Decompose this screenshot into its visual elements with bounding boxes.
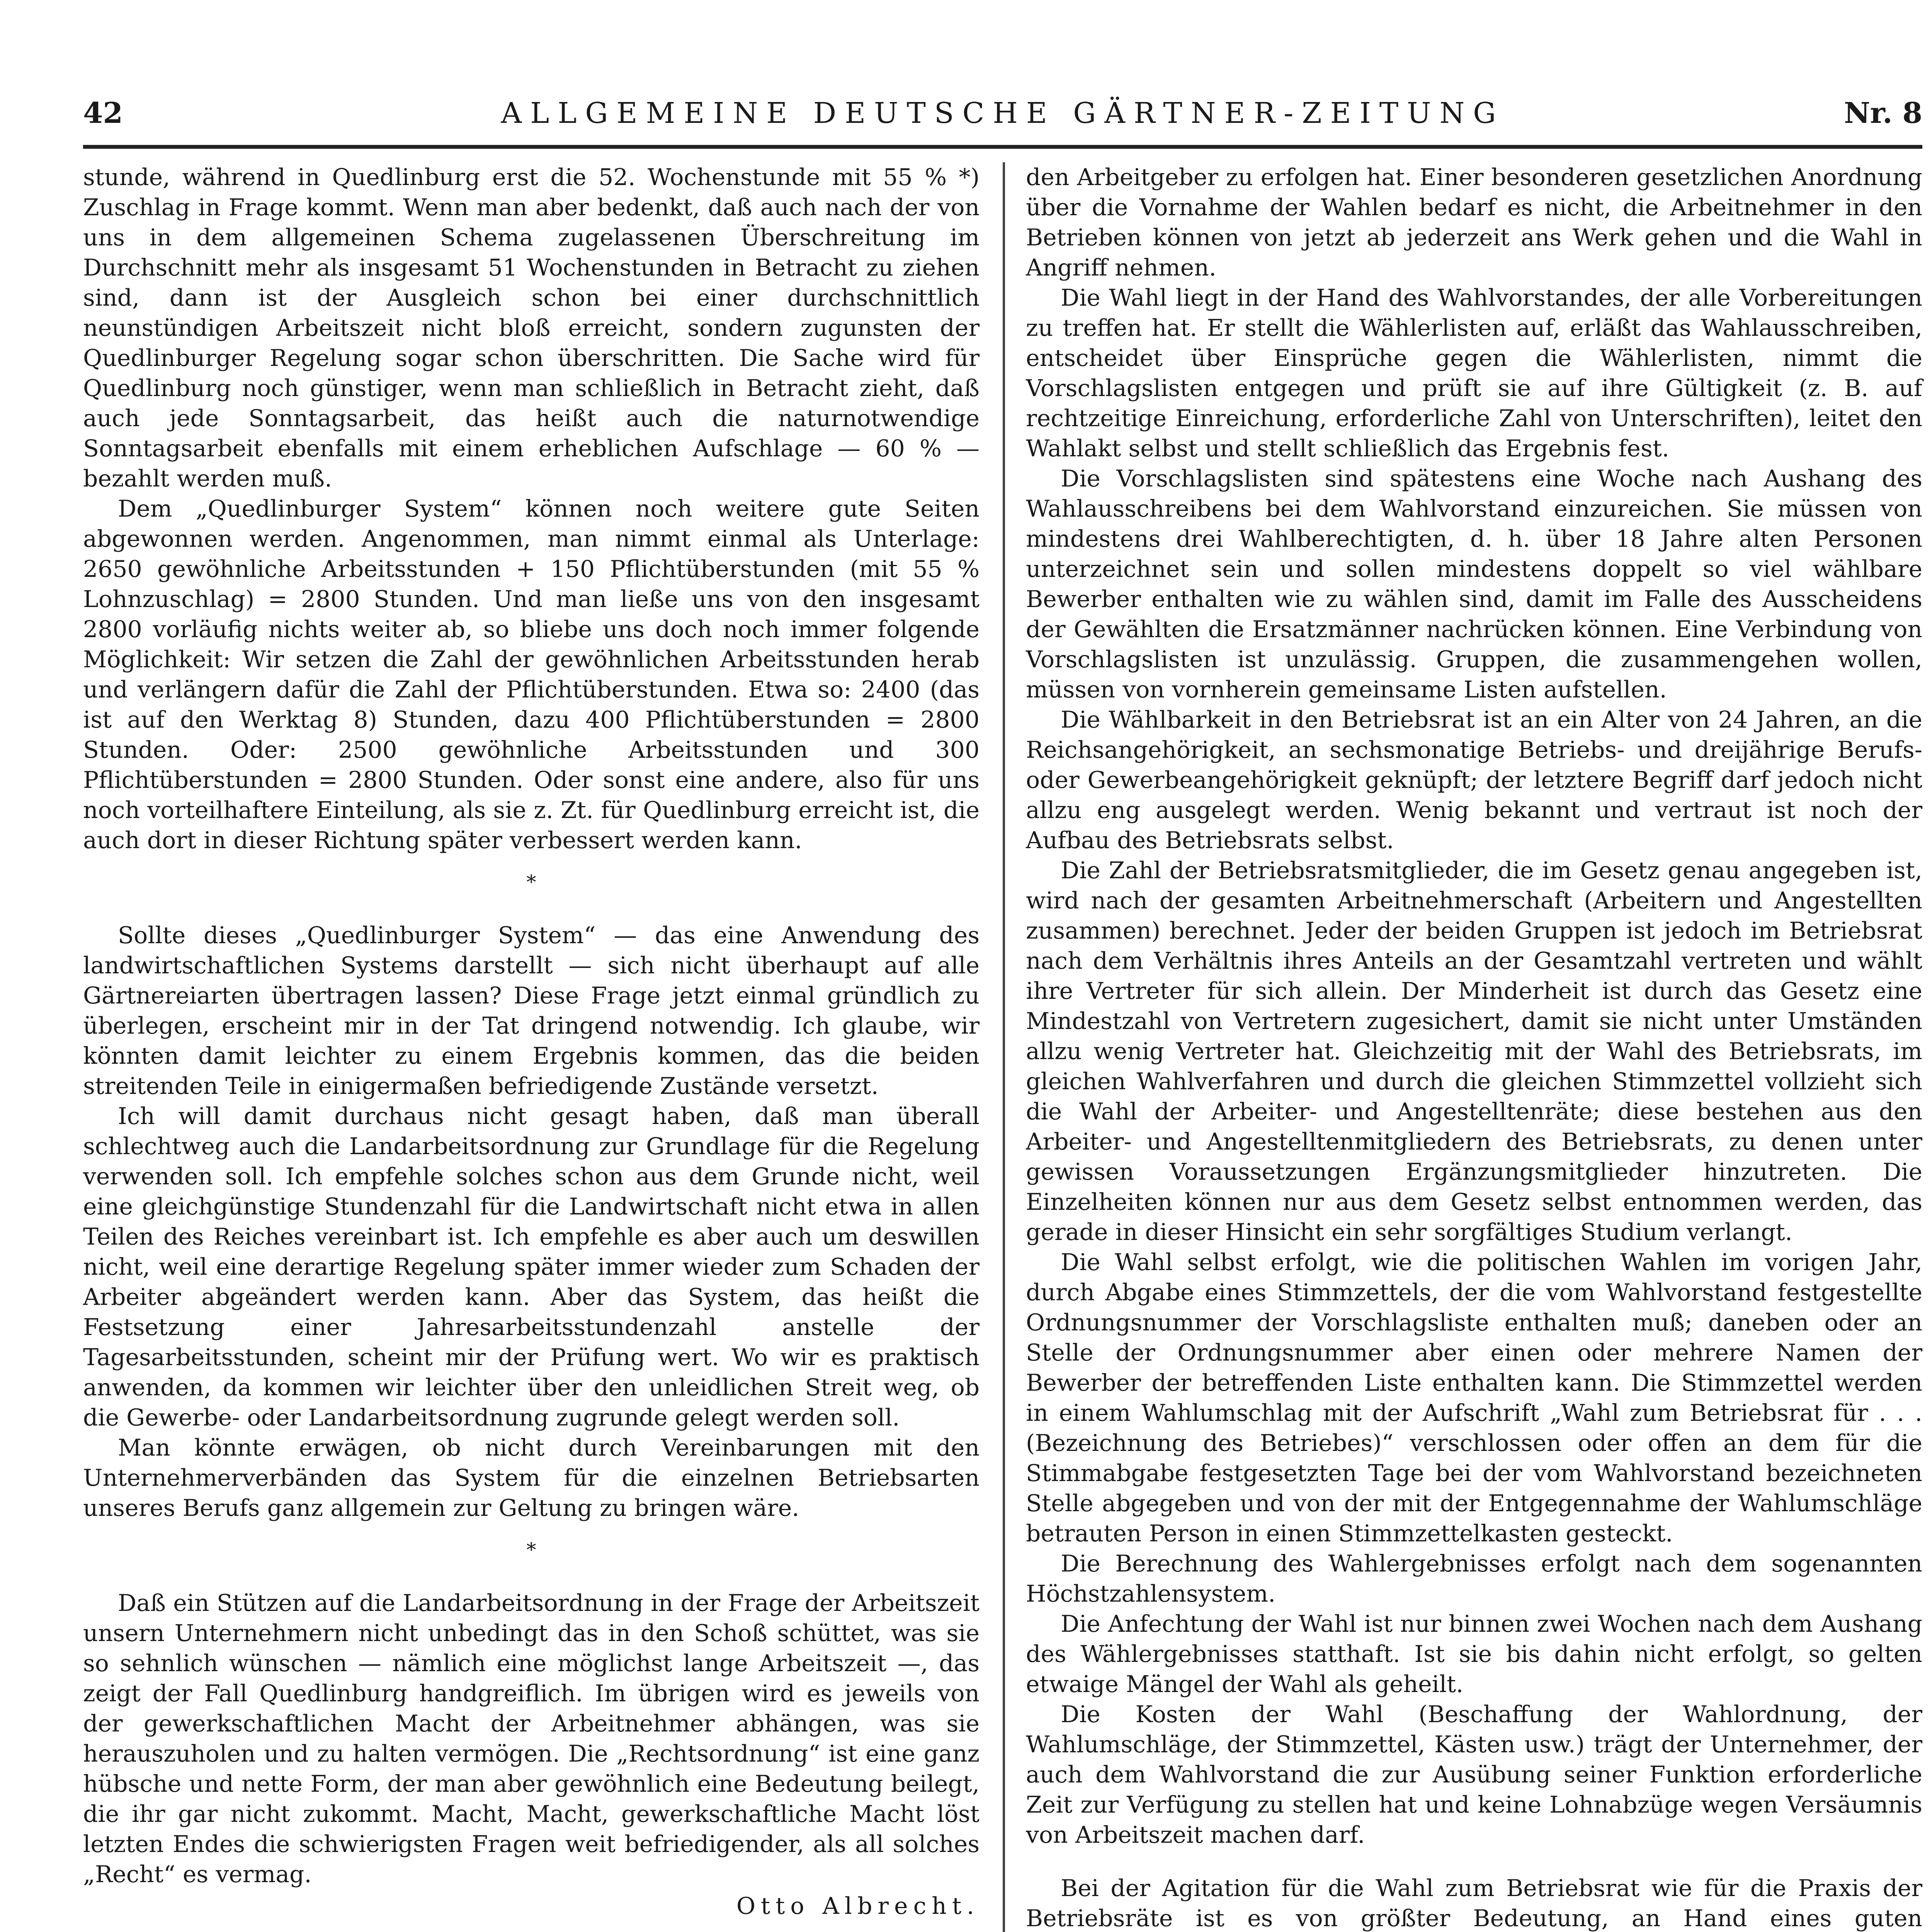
article-paragraph: Die Wahl liegt in der Hand des Wahlvorstandes, der alle Vorbereitungen zu treffen hat. Er stellt die Wählerlisten auf, erläßt das Wahlausschreiben, entscheidet über Einsprüche gegen die Wählerlisten, nimmt die Vorschlagslisten entgegen und prüft sie auf ihre Gültigkeit (z. B. auf rechtzeitige Einreichung, erforderliche Zahl von Unterschriften), leitet den Wahlakt selbst und stellt schließlich das Ergebnis fest. — [1026, 284, 1922, 462]
article-paragraph: Die Wahl selbst erfolgt, wie die politischen Wahlen im vorigen Jahr, durch Abgabe eines Stimmzettels, der die vom Wahlvorstand festgestellte Ordnungsnummer der Vorschlagsliste enthalten muß; daneben oder an Stelle der Ordnungsnummer aber einen oder mehrere Namen der Bewerber der betreffenden Liste enthalten kann. Die Stimmzettel werden in einem Wahlumschlag mit der Aufschrift „Wahl zum Betriebsrat für . . . (Bezeichnung des Betriebes)“ verschlossen oder offen an dem für die Stimmabgabe festgesetzten Tage bei der vom Wahlvorstand bezeichneten Stelle abgegeben und von der mit der Entgegennahme der Wahlumschläge betrauten Person in einen Stimmzettelkasten gesteckt. — [1026, 1249, 1922, 1547]
article-paragraph: Die Zahl der Betriebsratsmitglieder, die im Gesetz genau angegeben ist, wird nach der gesamten Arbeitnehmerschaft (Arbeitern und Angestellten zusammen) berechnet. Jeder der beiden Gruppen ist jedoch im Betriebsrat nach dem Verhältnis ihres Anteils an der Gesamtzahl vertreten und wählt ihre Vertreter für sich allein. Der Minderheit ist durch das Gesetz eine Mindestzahl von Vertretern zugesichert, damit sie nicht unter Umständen allzu wenig Vertreter hat. Gleichzeitig mit der Wahl des Betriebsrats, im gleichen Wahlverfahren und durch die gleichen Stimmzettel vollzieht sich die Wahl der Arbeiter- und Angestelltenräte; diese bestehen aus den Arbeiter- und Angestelltenmitgliedern des Betriebsrats, zu denen unter gewissen Voraussetzungen Ergänzungsmitglieder hinzutreten. Die Einzelheiten können nur aus dem Gesetz selbst entnommen werden, das gerade in dieser Hinsicht ein sehr sorgfältiges Studium verlangt. — [1026, 857, 1922, 1246]
article-paragraph: stunde, während in Quedlinburg erst die 52. Wochenstunde mit 55 % *) Zuschlag in Frage kommt. Wenn man aber bedenkt, daß auch nach der von uns in dem allgemeinen Schema zugelassenen Überschreitung im Durchschnitt mehr als insgesamt 51 Wochenstunden in Betracht zu ziehen sind, dann ist der Ausgleich schon bei einer durchschnittlich neunstündigen Arbeitszeit nicht bloß erreicht, sondern zugunsten der Quedlinburger Regelung sogar schon überschritten. Die Sache wird für Quedlinburg noch günstiger, wenn man schließlich in Betracht zieht, daß auch jede Sonntagsarbeit, das heißt auch die naturnotwendige Sonntagsarbeit ebenfalls mit einem erheblichen Aufschlage — 60 % — bezahlt werden muß. — [83, 164, 980, 492]
article-paragraph: Sollte dieses „Quedlinburger System“ — das eine Anwendung des landwirtschaftlichen Systems darstellt — sich nicht überhaupt auf alle Gärtnereiarten übertragen lassen? Diese Frage jetzt einmal gründlich zu überlegen, erscheint mir in der Tat dringend notwendig. Ich glaube, wir könnten damit leichter zu einem Ergebnis kommen, das die beiden streitenden Teile in einigermaßen befriedigende Zustände versetzt. — [83, 922, 980, 1100]
article-paragraph: Bei der Agitation für die Wahl zum Betriebsrat wie für die Praxis der Betriebsräte ist es von größter Bedeutung, an Hand eines guten — [1026, 1875, 1922, 1932]
article-paragraph: Die Berechnung des Wahlergebnisses erfolgt nach dem sogenannten Höchstzahlensystem. — [1026, 1550, 1922, 1607]
article-paragraph: Die Kosten der Wahl (Beschaffung der Wahlordnung, der Wahlumschläge, der Stimmzettel, Kästen usw.) trägt der Unternehmer, der auch dem Wahlvorstand die zur Ausübung seiner Funktion erforderliche Zeit zur Verfügung zu stellen hat und keine Lohnabzüge wegen Versäumnis von Arbeitszeit machen darf. — [1026, 1701, 1922, 1849]
section-separator: * — [526, 1539, 536, 1561]
page-header — [83, 97, 1922, 143]
masthead-title: ALLGEMEINE DEUTSCHE GÄRTNER-ZEITUNG — [501, 97, 1505, 130]
article-paragraph: Daß ein Stützen auf die Landarbeitsordnung in der Frage der Arbeitszeit unsern Unternehmern nicht unbedingt das in den Schoß schüttet, was sie so sehnlich wünschen — nämlich eine möglichst lange Arbeitszeit —, das zeigt der Fall Quedlinburg handgreiflich. Im übrigen wird es jeweils von der gewerkschaftlichen Macht der Arbeitnehmer abhängen, was sie herauszuholen und zu halten vermögen. Die „Rechtsordnung“ ist eine ganz hübsche und nette Form, der man aber gewöhnlich eine Bedeutung beilegt, die ihr gar nicht zukommt. Macht, Macht, gewerkschaftliche Macht löst letzten Endes die schwierigsten Fragen weit befriedigender, als all solches „Recht“ es vermag. — [83, 1590, 980, 1888]
article-paragraph: Man könnte erwägen, ob nicht durch Vereinbarungen mit den Unternehmerverbänden das System für die einzelnen Betriebsarten unseres Berufs ganz allgemein zur Geltung zu bringen wäre. — [83, 1434, 980, 1522]
section-separator: * — [526, 871, 536, 893]
right-column — [1026, 162, 1922, 1932]
article-paragraph: Dem „Quedlinburger System“ können noch weitere gute Seiten abgewonnen werden. Angenommen, man nimmt einmal als Unterlage: 2650 gewöhnliche Arbeitsstunden + 150 Pflichtüberstunden (mit 55 % Lohnzuschlag) = 2800 Stunden. Und man ließe uns von den insgesamt 2800 vorläufig nichts weiter ab, so bliebe uns doch noch immer folgende Möglichkeit: Wir setzen die Zahl der gewöhnlichen Arbeitsstunden herab und verlängern dafür die Zahl der Pflichtüberstunden. Etwa so: 2400 (das ist auf den Werktag 8) Stunden, dazu 400 Pflichtüberstunden = 2800 Stunden. Oder: 2500 gewöhnliche Arbeitsstunden und 300 Pflichtüberstunden = 2800 Stunden. Oder sonst eine andere, also für uns noch vorteilhaftere Einteilung, als sie z. Zt. für Quedlinburg erreicht ist, die auch dort in dieser Richtung später verbessert werden kann. — [83, 495, 980, 854]
article-paragraph: Die Anfechtung der Wahl ist nur binnen zwei Wochen nach dem Aushang des Wählergebnisses statthaft. Ist sie bis dahin nicht erfolgt, so gelten etwaige Mängel der Wahl als geheilt. — [1026, 1611, 1922, 1698]
article-paragraph: Die Vorschlagslisten sind spätestens eine Woche nach Aushang des Wahlausschreibens bei dem Wahlvorstand einzureichen. Sie müssen von mindestens drei Wahlberechtigten, d. h. über 18 Jahre alten Personen unterzeichnet sein und sollen mindestens doppelt so viel wählbare Bewerber enthalten wie zu wählen sind, damit im Falle des Ausscheidens der Gewählten die Ersatzmänner nachrücken können. Eine Verbindung von Vorschlagslisten ist unzulässig. Gruppen, die zusammengehen wollen, müssen von vornherein gemeinsame Listen aufstellen. — [1026, 465, 1922, 703]
page-number: 42 — [83, 97, 123, 130]
left-column — [83, 162, 980, 1932]
column-divider — [1003, 162, 1005, 1932]
header-rule — [83, 145, 1922, 149]
article-paragraph: den Arbeitgeber zu erfolgen hat. Einer besonderen gesetzlichen Anordnung über die Vornahme der Wahlen bedarf es nicht, die Arbeitnehmer in den Betrieben können von jetzt ab jederzeit ans Werk gehen und die Wahl in Angriff nehmen. — [1026, 164, 1922, 281]
author-signature: Otto Albrecht. — [736, 1893, 980, 1920]
spacer — [1026, 1850, 1922, 1873]
article-paragraph: Ich will damit durchaus nicht gesagt haben, daß man überall schlechtweg auch die Landarbeitsordnung zur Grundlage für die Regelung verwenden soll. Ich empfehle solches schon aus dem Grunde nicht, weil eine gleichgünstige Stundenzahl für die Landwirtschaft nicht etwa in allen Teilen des Reiches vereinbart ist. Ich empfehle es aber auch um deswillen nicht, weil eine derartige Regelung später immer wieder zum Schaden der Arbeiter abgeändert werden kann. Aber das System, das heißt die Festsetzung einer Jahresarbeitsstundenzahl anstelle der Tagesarbeitsstunden, scheint mir der Prüfung wert. Wo wir es praktisch anwenden, da kommen wir leichter über den unleidlichen Streit weg, ob die Gewerbe- oder Landarbeitsordnung zugrunde gelegt werden soll. — [83, 1103, 980, 1431]
issue-number: Nr. 8 — [1844, 97, 1922, 130]
article-paragraph: Die Wählbarkeit in den Betriebsrat ist an ein Alter von 24 Jahren, an die Reichsangehörigkeit, an sechsmonatige Betriebs- und dreijährige Berufs- oder Gewerbeangehörigkeit geknüpft; der letztere Begriff darf jedoch nicht allzu eng ausgelegt werden. Wenig bekannt und vertraut ist noch der Aufbau des Betriebsrats selbst. — [1026, 706, 1922, 854]
